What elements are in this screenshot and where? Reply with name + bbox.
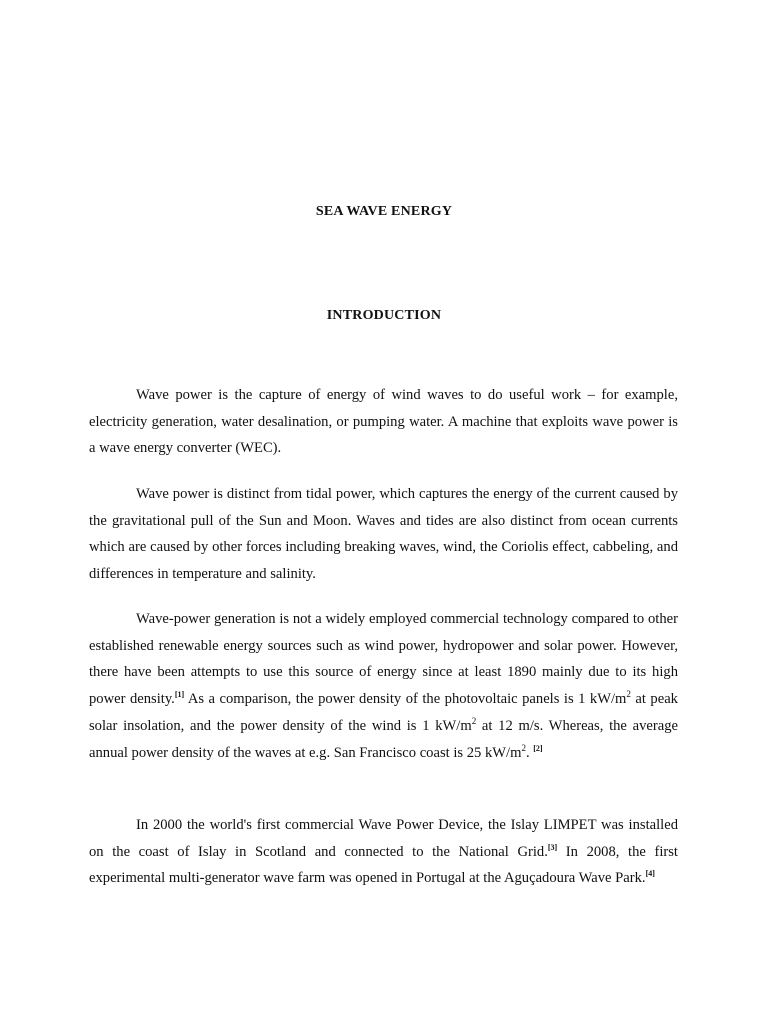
paragraph-3-text-e: . [525, 744, 530, 761]
paragraph-4 [89, 812, 678, 892]
paragraph-1: Wave power is the capture of energy of wind waves to do useful work – for example, electricity generation, water desalination, or pumping water. A machine that exploits wave power is a wave energy converter (WEC). [89, 387, 678, 457]
superscript-squared: 2 [521, 742, 526, 753]
document-title: SEA WAVE ENERGY [315, 204, 453, 219]
paragraph-3-text-b: As a comparison, the power density of the photovoltaic panels is 1 kW/m [184, 691, 627, 708]
superscript-squared: 2 [626, 689, 631, 700]
paragraph-3-text-a: Wave-power generation is not a widely employed commercial technology compared to other established renewable energy sources such as wind power, hydropower and solar power. However, there have been attempts to use this source of energy since at least 1890 mainly due to its high power density. [89, 611, 678, 708]
citation-2[interactable]: [2] [533, 743, 543, 753]
paragraph-4-text-a: In 2000 the world's first commercial Wave Power Device, the Islay LIMPET was installed on the coast of Islay in Scotland and connected to the National Grid. [89, 817, 678, 860]
paragraph-3 [89, 606, 678, 766]
citation-3[interactable]: [3] [547, 842, 558, 852]
citation-1[interactable]: [1] [174, 690, 185, 700]
paragraph-4-text-b: In 2008, the first experimental multi-generator wave farm was opened in Portugal at the Aguçadoura Wave Park. [89, 843, 678, 887]
superscript-squared: 2 [471, 715, 477, 726]
citation-4[interactable]: [4] [645, 869, 655, 879]
paragraph-3-text-d: at 12 m/s. Whereas, the average annual power density of the waves at e.g. San Francisco coast is 25 kW/m [89, 717, 678, 761]
paragraph-3-text-c: at peak solar insolation, and the power density of the wind is 1 kW/m [89, 691, 678, 734]
section-heading: INTRODUCTION [326, 308, 442, 323]
paragraph-2: Wave power is distinct from tidal power, which captures the energy of the current caused by the gravitational pull of the Sun and Moon. Waves and tides are also distinct from ocean currents which are caused by other forces including breaking waves, wind, the Coriolis effect, cabbeling, and differences in temperature and salinity. [89, 486, 678, 583]
